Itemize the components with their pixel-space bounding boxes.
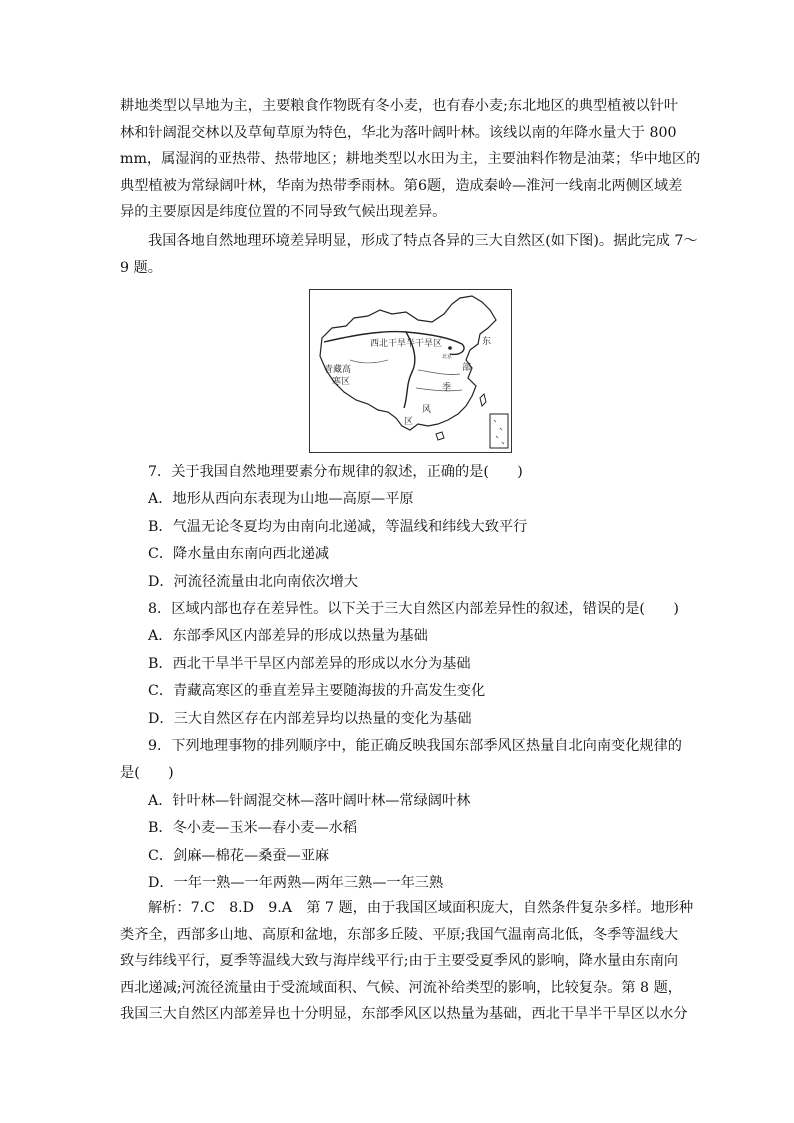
analysis-line: 西北递减;河流径流量由于受流域面积、气候、河流补给类型的影响，比较复杂。第 8 题， [120, 979, 682, 996]
option-b: B．西北干旱半干旱区内部差异的形成以水分为基础 [148, 655, 471, 672]
intro-paragraph [120, 93, 701, 226]
map-label-beijing: 北京 [442, 354, 453, 360]
beijing-marker [448, 346, 452, 350]
question-stem: 7．关于我国自然地理要素分布规律的叙述，正确的是( ) [148, 464, 523, 480]
question-stem: 8．区域内部也存在差异性。以下关于三大自然区内部差异性的叙述，错误的是( ) [148, 601, 679, 617]
question-8 [120, 596, 679, 733]
map-label-qu: 区 [404, 417, 414, 427]
intro-line: 耕地类型以旱地为主，主要粮食作物既有冬小麦，也有春小麦;东北地区的典型植被以针叶 [120, 98, 679, 114]
intro-line: 典型植被为常绿阔叶林，华南为热带季雨林。第6题，造成秦岭—淮河一线南北两侧区域差 [120, 177, 683, 194]
map-svg [310, 290, 511, 452]
hainan-island [436, 432, 444, 440]
taiwan-island [480, 394, 486, 406]
analysis-line: 致与纬线平行，夏季等温线大致与海岸线平行;由于主要受夏季风的影响，降水量由东南向 [120, 953, 679, 969]
china-regions-map [309, 289, 512, 453]
question-stem-line1: 9．下列地理事物的排列顺序中，能正确反映我国东部季风区热量自北向南变化规律的 [148, 738, 682, 754]
passage-paragraph [120, 228, 698, 281]
passage-line: 我国各地自然地理环境差异明显，形成了特点各异的三大自然区(如下图)。据此完成 7～ [148, 233, 698, 249]
map-label-qinghai-2: 寒区 [332, 377, 351, 387]
option-d: D．三大自然区存在内部差异均以热量的变化为基础 [148, 710, 472, 727]
question-7 [120, 459, 676, 596]
map-label-bu: 部 [462, 363, 472, 373]
option-c: C．青藏高寒区的垂直差异主要随海拔的升高发生变化 [148, 683, 486, 700]
map-label-qinghai-1: 青藏高 [324, 365, 352, 375]
river-line [350, 360, 388, 363]
passage-line: 9 题。 [120, 259, 162, 276]
map-label-ji: 季 [442, 383, 452, 393]
intro-line: mm，属湿润的亚热带、热带地区；耕地类型以水田为主，主要油料作物是油菜；华中地区的 [120, 151, 701, 167]
option-d: D．一年一熟—一年两熟—两年三熟—一年三熟 [148, 875, 444, 892]
option-a: A．针叶林—针阔混交林—落叶阔叶林—常绿阔叶林 [148, 792, 471, 809]
option-c: C．剑麻—棉花—桑蚕—亚麻 [148, 847, 330, 864]
analysis-line: 类齐全，西部多山地、高原和盆地，东部多丘陵、平原;我国气温南高北低，冬季等温线大 [120, 926, 679, 943]
map-label-east: 东 [482, 337, 492, 347]
option-b: B．冬小麦—玉米—春小麦—水稻 [148, 820, 358, 837]
river-line [418, 370, 460, 375]
intro-line: 林和针阔混交林以及草甸草原为特色，华北为落叶阔叶林。该线以南的年降水量大于 800 [120, 124, 677, 141]
option-a: A．东部季风区内部差异的形成以热量为基础 [148, 628, 428, 645]
analysis-line: 我国三大自然区内部差异也十分明显，东部季风区以热量为基础，西北干旱半干旱区以水分 [120, 1006, 688, 1022]
map-label-feng: 风 [422, 405, 432, 415]
option-a: A．地形从西向东表现为山地—高原—平原 [148, 491, 414, 508]
option-b: B．气温无论冬夏均为由南向北递减，等温线和纬线大致平行 [148, 518, 528, 535]
option-d: D．河流径流量由北向南依次增大 [148, 573, 359, 590]
question-9 [120, 733, 682, 897]
map-label-northwest: 西北干旱半干旱区 [370, 339, 443, 349]
analysis-line: 解析：7.C 8.D 9.A 第 7 题，由于我国区域面积庞大，自然条件复杂多样。地形种 [148, 900, 694, 916]
option-c: C．降水量由东南向西北递减 [148, 546, 330, 563]
analysis-paragraph [120, 895, 694, 1028]
question-stem-line2: 是( ) [120, 765, 174, 782]
south-sea-islands [494, 420, 504, 444]
river-line [416, 388, 462, 391]
south-sea-inset [490, 414, 508, 448]
intro-line: 异的主要原因是纬度位置的不同导致气候出现差异。 [120, 204, 447, 220]
